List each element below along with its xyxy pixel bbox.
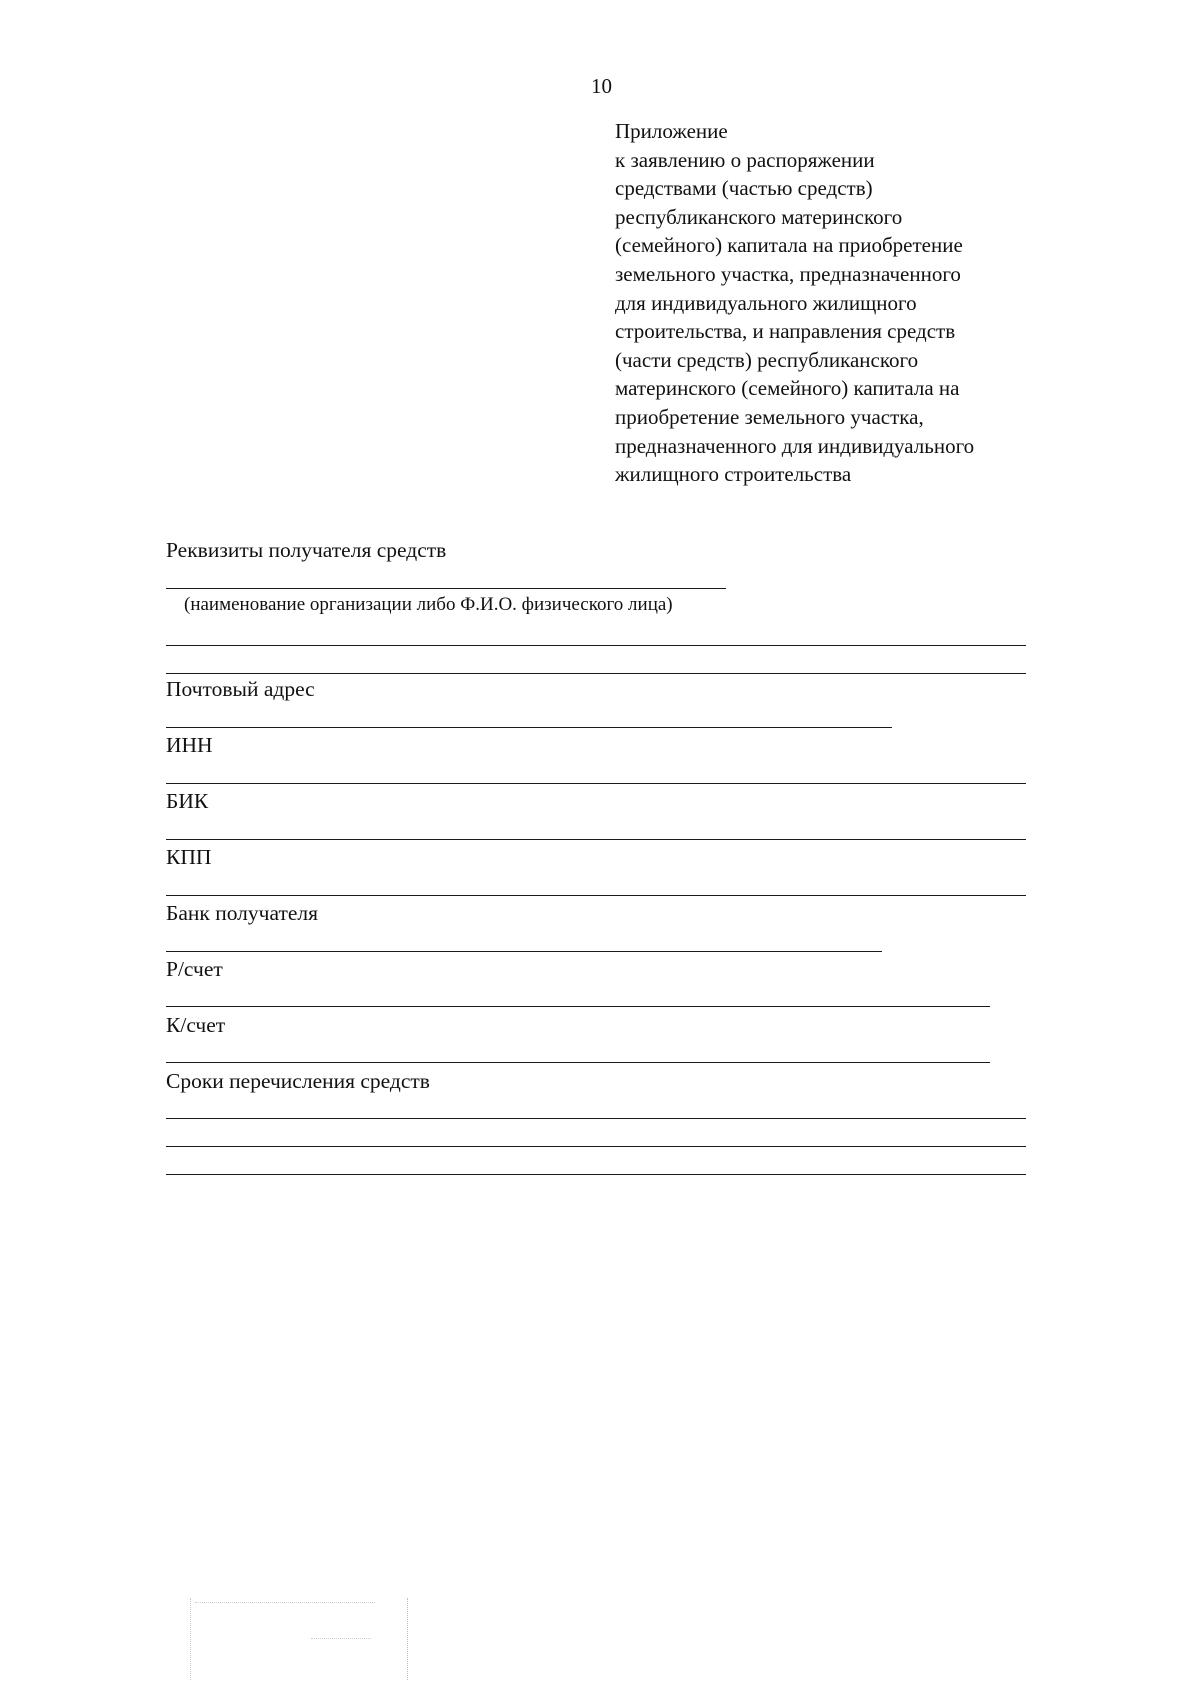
bik-label: БИК [166, 789, 209, 813]
bik-line[interactable] [166, 839, 1026, 840]
appendix-block [615, 117, 1115, 489]
correspondent-account-line[interactable] [166, 1062, 990, 1063]
bank-label: Банк получателя [166, 901, 319, 925]
appendix-line: материнского (семейного) капитала на [615, 376, 960, 401]
transfer-terms-line[interactable] [166, 1118, 1026, 1119]
postal-address-label: Почтовый адрес [166, 677, 315, 701]
recipient-name-line-2[interactable] [166, 645, 1026, 646]
form-heading: Реквизиты получателя средств [166, 538, 447, 562]
transfer-terms-line-3[interactable] [166, 1174, 1026, 1175]
settlement-account-line[interactable] [166, 1006, 990, 1007]
recipient-name-line-3[interactable] [166, 673, 1026, 674]
appendix-line: (семейного) капитала на приобретение [615, 233, 963, 258]
transfer-terms-label: Сроки перечисления средств [166, 1069, 430, 1093]
appendix-line: к заявлению о распоряжении [615, 147, 875, 172]
kpp-label: КПП [166, 845, 212, 869]
appendix-title: Приложение [615, 119, 728, 143]
appendix-line: средствами (частью средств) [615, 176, 873, 201]
bank-line[interactable] [166, 951, 882, 952]
page-number: 10 [591, 74, 612, 98]
settlement-account-label: Р/счет [166, 957, 223, 981]
appendix-line: республиканского материнского [615, 204, 903, 229]
recipient-name-hint: (наименование организации либо Ф.И.О. физического лица) [184, 594, 673, 615]
faint-stamp [190, 1598, 408, 1680]
transfer-terms-line-2[interactable] [166, 1146, 1026, 1147]
appendix-line: для индивидуального жилищного [615, 290, 917, 315]
appendix-line: приобретение земельного участка, [615, 404, 924, 429]
appendix-line: жилищного строительства [615, 462, 852, 487]
inn-line[interactable] [166, 783, 1026, 784]
appendix-line: земельного участка, предназначенного [615, 261, 961, 286]
postal-address-line[interactable] [166, 727, 892, 728]
recipient-name-line[interactable] [166, 588, 726, 589]
correspondent-account-label: К/счет [166, 1013, 226, 1037]
kpp-line[interactable] [166, 895, 1026, 896]
appendix-line: (части средств) республиканского [615, 347, 919, 372]
inn-label: ИНН [166, 733, 213, 757]
appendix-line: предназначенного для индивидуального [615, 433, 975, 458]
appendix-line: строительства, и направления средств [615, 319, 956, 344]
